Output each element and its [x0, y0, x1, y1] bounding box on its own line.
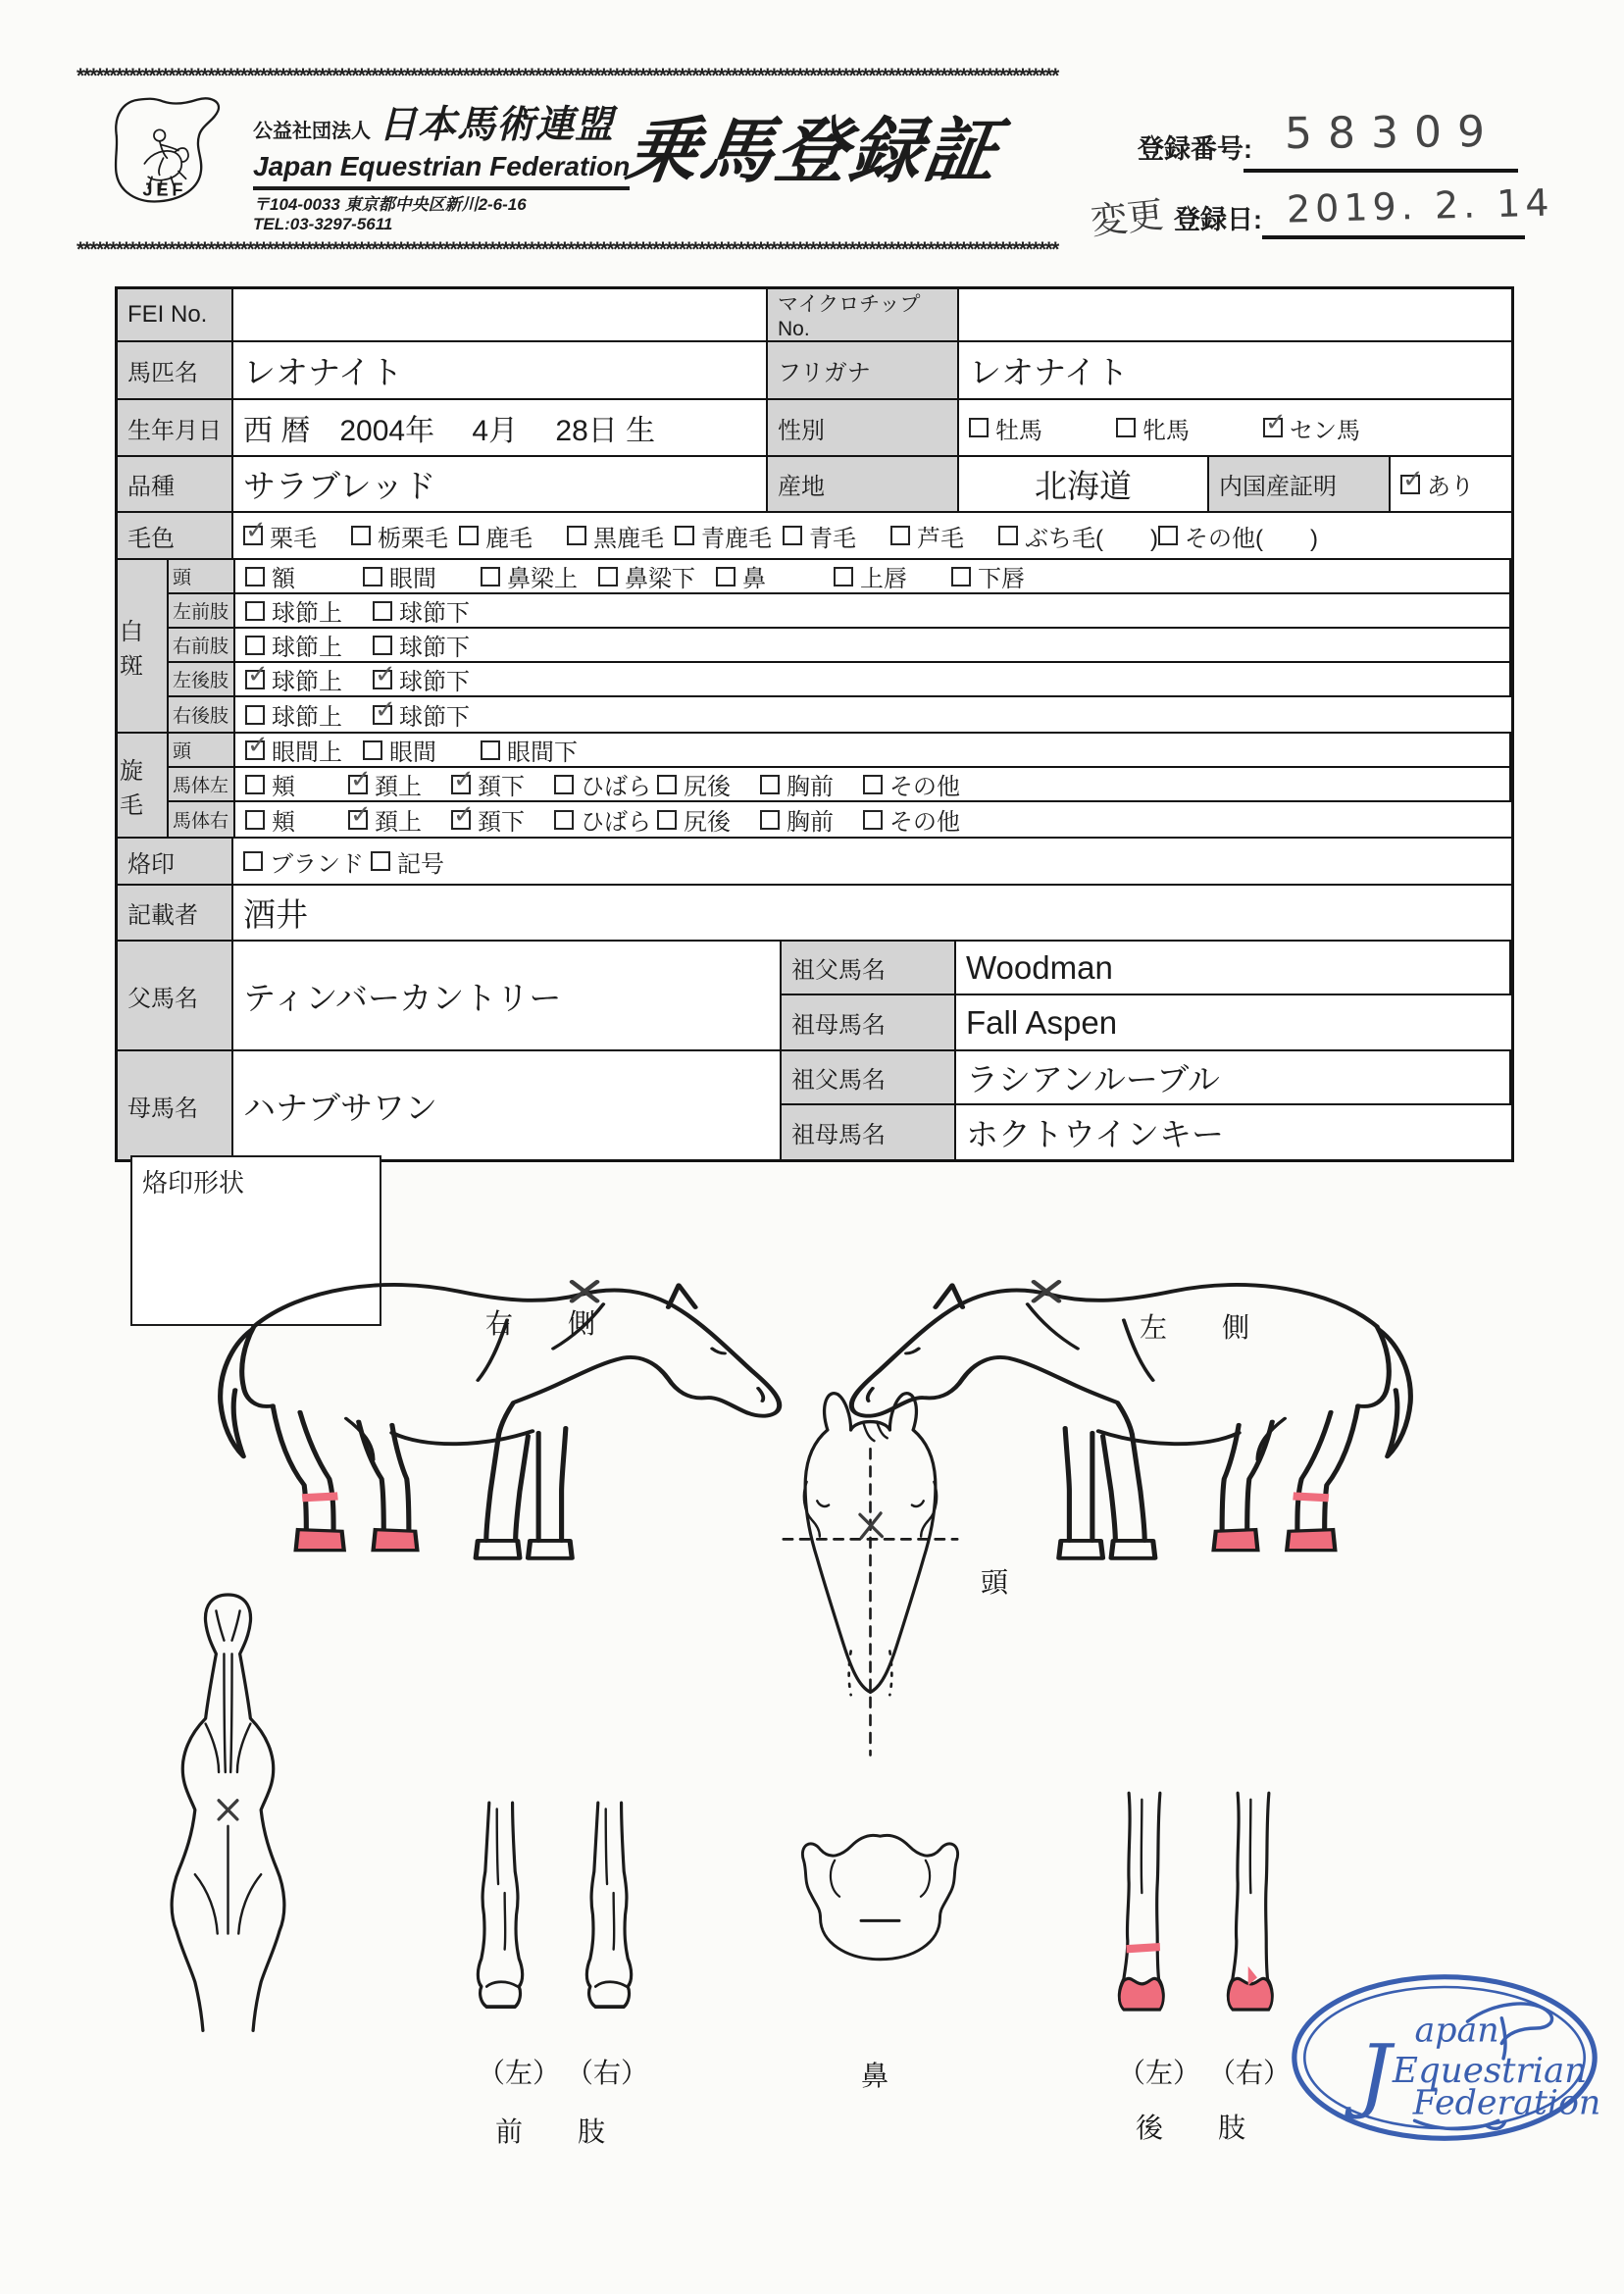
checkbox-option[interactable]	[459, 519, 567, 553]
wm-left-hind-label: 左後肢	[169, 663, 235, 697]
checkbox-label: 芦毛	[917, 525, 964, 552]
front-legs-diagram	[466, 1797, 647, 2022]
row-fei	[118, 289, 1511, 340]
checkbox-option[interactable]	[245, 802, 348, 837]
checkbox-label: 鼻梁下	[625, 566, 695, 592]
checkbox-label: セン馬	[1290, 417, 1360, 444]
whorl-body-left-label: 馬体左	[169, 768, 235, 802]
fei-label: FEI No.	[118, 289, 233, 340]
checkbox-unchecked[interactable]	[1116, 418, 1136, 437]
fei-value	[233, 289, 768, 340]
checkbox-option[interactable]	[243, 844, 371, 879]
row-birth-sex	[118, 398, 1511, 455]
horse-name-value: レオナイト	[233, 342, 768, 398]
coat-label: 毛色	[118, 513, 233, 558]
checkbox-option[interactable]	[657, 768, 760, 801]
dam-granddam-value: ホクトウインキー	[966, 1116, 1225, 1152]
row-coat-color	[118, 511, 1511, 558]
checkbox-option[interactable]	[716, 560, 834, 593]
org-name: 日本馬術連盟	[379, 104, 615, 146]
sex-options	[959, 400, 1511, 455]
checkbox-unchecked[interactable]	[716, 567, 736, 586]
whorl-body-right-label: 馬体右	[169, 802, 235, 837]
checkbox-option[interactable]	[373, 697, 500, 732]
checkbox-label: 球節上	[272, 635, 342, 661]
checkbox-label: 上唇	[860, 566, 907, 592]
registration-number-value: 58309	[1284, 107, 1501, 159]
whorl-body-left-options	[235, 768, 1511, 802]
checkbox-checked[interactable]	[245, 740, 265, 760]
furigana-value: レオナイト	[969, 354, 1129, 390]
checkbox-option[interactable]	[245, 734, 363, 767]
checkbox-checked[interactable]	[348, 775, 368, 794]
checkbox-unchecked[interactable]	[951, 567, 971, 586]
stamp-j: J	[1358, 2027, 1392, 2122]
checkbox-option[interactable]	[245, 663, 373, 696]
org-prefix: 公益社団法人	[253, 121, 371, 142]
sex-label: 性別	[768, 400, 959, 455]
checkbox-label: 牝馬	[1142, 417, 1190, 444]
org-name-en: Japan Equestrian Federation	[253, 151, 630, 190]
checkbox-option[interactable]	[783, 519, 890, 553]
wm-right-hind-options	[235, 697, 1511, 732]
checkbox-checked[interactable]	[373, 670, 392, 689]
checkbox-checked[interactable]	[243, 526, 263, 545]
checkbox-option[interactable]	[554, 802, 657, 837]
stamp-line1: apan	[1414, 2011, 1499, 2051]
checkbox-option[interactable]	[657, 802, 760, 837]
checkbox-label: 球節上	[272, 600, 342, 627]
checkbox-unchecked[interactable]	[243, 851, 263, 871]
brand-shape-label: 烙印形状	[142, 1168, 245, 1198]
recorder-label: 記載者	[118, 886, 233, 940]
white-markings-label: 白斑	[118, 560, 169, 732]
checkbox-unchecked[interactable]	[657, 810, 677, 830]
checkbox-label: ぶち毛( )	[1025, 525, 1158, 552]
checkbox-unchecked[interactable]	[554, 810, 574, 830]
hind-limbs-label: 後 肢	[1136, 2113, 1246, 2143]
wm-left-fore-options	[235, 594, 1511, 629]
checkbox-label: 頬	[272, 774, 295, 800]
checkbox-unchecked[interactable]	[760, 810, 780, 830]
checkbox-option[interactable]	[243, 519, 351, 553]
birth-label: 生年月日	[118, 400, 233, 455]
checkbox-unchecked[interactable]	[245, 567, 265, 586]
brand-options	[233, 839, 1511, 884]
wm-right-fore-label: 右前肢	[169, 629, 235, 663]
checkbox-label: 栃栗毛	[378, 525, 448, 552]
horse-info-table	[115, 286, 1514, 1162]
checkbox-unchecked[interactable]	[351, 526, 371, 545]
wm-left-fore-label: 左前肢	[169, 594, 235, 629]
checkbox-label: 黒鹿毛	[593, 525, 664, 552]
nose-diagram	[785, 1819, 976, 1976]
checkbox-option[interactable]	[348, 768, 451, 801]
checkbox-label: その他( )	[1184, 525, 1318, 552]
checkbox-label: 鼻梁上	[507, 566, 578, 592]
sire-granddam-value: Fall Aspen	[966, 1003, 1118, 1041]
hind-right-leg-label: （右）	[1208, 2058, 1292, 2088]
checkbox-checked[interactable]	[373, 705, 392, 725]
checkbox-checked[interactable]	[245, 670, 265, 689]
checkbox-label: 球節下	[399, 635, 470, 661]
checkbox-unchecked[interactable]	[567, 526, 586, 545]
checkbox-checked[interactable]	[348, 810, 368, 830]
checkbox-unchecked[interactable]	[863, 775, 883, 794]
group-white-markings	[118, 558, 1511, 732]
horse-head-front-diagram	[760, 1378, 981, 1760]
checkbox-option[interactable]	[969, 411, 1116, 445]
checkbox-option[interactable]	[373, 594, 500, 628]
checkbox-option[interactable]	[481, 734, 598, 767]
checkbox-label: 頚下	[478, 809, 525, 836]
wm-head-options	[235, 560, 1511, 594]
sire-label: 父馬名	[118, 942, 233, 1049]
checkbox-label: 頚上	[375, 774, 422, 800]
row-breed-origin	[118, 455, 1511, 511]
checkbox-unchecked[interactable]	[890, 526, 910, 545]
checkbox-checked[interactable]	[1400, 475, 1420, 494]
checkbox-checked[interactable]	[451, 810, 471, 830]
checkbox-label: 球節下	[399, 600, 470, 627]
whorls-label: 旋毛	[118, 734, 169, 837]
horse-name-label: 馬匹名	[118, 342, 233, 398]
checkbox-label: 頬	[272, 809, 295, 836]
checkbox-label: 栗毛	[270, 525, 317, 552]
stamp-line3: Federation	[1412, 2083, 1601, 2123]
checkbox-label: 球節上	[272, 669, 342, 695]
row-sire	[118, 940, 1511, 1049]
breed-value: サラブレッド	[233, 457, 768, 511]
checkbox-option[interactable]	[451, 768, 554, 801]
checkbox-option[interactable]	[451, 802, 554, 837]
checkbox-unchecked[interactable]	[245, 705, 265, 725]
checkbox-unchecked[interactable]	[371, 851, 390, 871]
checkbox-option[interactable]	[245, 594, 373, 628]
checkbox-label: その他	[889, 774, 960, 800]
checkbox-unchecked[interactable]	[245, 810, 265, 830]
whorl-head-options	[235, 734, 1511, 768]
checkbox-label: 青毛	[809, 525, 856, 552]
checkbox-label: 鹿毛	[485, 525, 533, 552]
domestic-cert-label: 内国産証明	[1209, 457, 1391, 511]
checkbox-option[interactable]	[1400, 467, 1474, 501]
checkbox-unchecked[interactable]	[675, 526, 694, 545]
checkbox-label: 眼間	[389, 566, 436, 592]
checkbox-option[interactable]	[675, 519, 783, 553]
checkbox-unchecked[interactable]	[373, 601, 392, 621]
checkbox-label: 下唇	[978, 566, 1025, 592]
checkbox-unchecked[interactable]	[783, 526, 802, 545]
checkbox-option[interactable]	[1158, 519, 1318, 553]
checkbox-option[interactable]	[351, 519, 459, 553]
checkbox-label: 額	[272, 566, 295, 592]
row-recorder	[118, 884, 1511, 940]
breed-label: 品種	[118, 457, 233, 511]
checkbox-option[interactable]	[1116, 411, 1263, 445]
checkbox-unchecked[interactable]	[657, 775, 677, 794]
checkbox-label: あり	[1427, 474, 1474, 500]
group-whorls	[118, 732, 1511, 837]
checkbox-label: 青鹿毛	[701, 525, 772, 552]
checkbox-unchecked[interactable]	[760, 775, 780, 794]
checkbox-option[interactable]	[863, 802, 966, 837]
checkbox-label: 尻後	[684, 809, 731, 836]
checkbox-label: 眼間下	[507, 739, 578, 766]
whorl-body-right-options	[235, 802, 1511, 837]
checkbox-label: 頚下	[478, 774, 525, 800]
front-limbs-label: 前 肢	[495, 2116, 606, 2147]
registration-number-underline	[1243, 169, 1518, 173]
checkbox-label: 球節下	[399, 669, 470, 695]
whorl-head-label: 頭	[169, 734, 235, 768]
checkbox-option[interactable]	[373, 663, 500, 696]
horse-top-view-diagram	[142, 1584, 314, 2055]
separator-mid: ******************************************************************************************************************************************************	[76, 238, 1058, 261]
checkbox-option[interactable]	[890, 519, 998, 553]
sire-granddam-label: 祖母馬名	[782, 995, 956, 1049]
wm-left-hind-options	[235, 663, 1511, 697]
checkbox-option[interactable]	[348, 802, 451, 837]
horse-right-side-diagram	[191, 1228, 819, 1561]
left-side-label: 左 側	[1140, 1312, 1250, 1343]
dam-label: 母馬名	[118, 1051, 233, 1159]
change-annotation: 変更	[1089, 193, 1166, 243]
checkbox-option[interactable]	[834, 560, 951, 593]
domestic-cert-options	[1391, 457, 1511, 511]
sire-grandsire-value: Woodman	[956, 942, 1511, 995]
hind-legs-diagram	[1108, 1787, 1290, 2027]
registration-number-label: 登録番号:	[1138, 134, 1252, 164]
checkbox-unchecked[interactable]	[998, 526, 1018, 545]
checkbox-label: その他	[889, 809, 960, 836]
origin-label: 産地	[768, 457, 959, 511]
dam-grandsire-label: 祖父馬名	[782, 1051, 956, 1105]
checkbox-option[interactable]	[554, 768, 657, 801]
sire-value: ティンバーカントリー	[233, 942, 782, 1049]
checkbox-unchecked[interactable]	[554, 775, 574, 794]
checkbox-label: 尻後	[684, 774, 731, 800]
checkbox-checked[interactable]	[1263, 418, 1283, 437]
checkbox-label: 頚上	[375, 809, 422, 836]
checkbox-unchecked[interactable]	[863, 810, 883, 830]
checkbox-label: ひばら	[581, 774, 651, 800]
org-tel: TEL:03-3297-5611	[253, 215, 393, 234]
checkbox-unchecked[interactable]	[459, 526, 479, 545]
nose-label: 鼻	[861, 2061, 889, 2091]
checkbox-option[interactable]	[245, 768, 348, 801]
stamp-line2: Equestrian	[1392, 2051, 1588, 2091]
sire-grandsire-label: 祖父馬名	[782, 942, 956, 995]
checkbox-unchecked[interactable]	[969, 418, 989, 437]
checkbox-unchecked[interactable]	[245, 601, 265, 621]
checkbox-option[interactable]	[760, 802, 863, 837]
checkbox-option[interactable]	[998, 519, 1158, 553]
checkbox-option[interactable]	[245, 697, 373, 732]
separator-top: ******************************************************************************************************************************************************	[76, 65, 1058, 87]
checkbox-option[interactable]	[567, 519, 675, 553]
checkbox-label: 記号	[397, 850, 444, 878]
checkbox-unchecked[interactable]	[245, 636, 265, 655]
microchip-label: マイクロチップNo.	[768, 289, 959, 340]
jef-stamp	[1287, 1969, 1602, 2146]
checkbox-option[interactable]	[363, 734, 481, 767]
right-side-label: 右 側	[485, 1308, 596, 1339]
row-name	[118, 340, 1511, 398]
wm-head-label: 頭	[169, 560, 235, 594]
brand-label: 烙印	[118, 839, 233, 884]
checkbox-option[interactable]	[951, 560, 1069, 593]
checkbox-label: 眼間	[389, 739, 436, 766]
wm-right-fore-options	[235, 629, 1511, 663]
checkbox-option[interactable]	[760, 768, 863, 801]
checkbox-label: ひばら	[581, 809, 651, 836]
checkbox-label: 鼻	[742, 566, 766, 592]
hind-left-leg-label: （左）	[1118, 2058, 1201, 2088]
registration-date-label: 登録日:	[1174, 205, 1262, 234]
checkbox-option[interactable]	[863, 768, 966, 801]
jef-logo-text: JEF	[142, 178, 187, 200]
checkbox-unchecked[interactable]	[363, 740, 382, 760]
checkbox-unchecked[interactable]	[1158, 526, 1178, 545]
row-brand	[118, 837, 1511, 884]
checkbox-unchecked[interactable]	[481, 567, 500, 586]
checkbox-label: 胸前	[787, 774, 834, 800]
dam-grandsire-value: ラシアンルーブル	[956, 1051, 1511, 1105]
microchip-value	[959, 289, 1511, 340]
checkbox-label: ブランド	[270, 850, 364, 878]
row-dam	[118, 1049, 1511, 1159]
checkbox-unchecked[interactable]	[373, 636, 392, 655]
org-address: 〒104-0033 東京都中央区新川2-6-16	[253, 195, 527, 214]
recorder-value: 酒井	[243, 896, 308, 933]
checkbox-label: 球節下	[399, 704, 470, 731]
checkbox-label: 眼間上	[272, 739, 342, 766]
wm-right-hind-label: 右後肢	[169, 697, 235, 732]
organization-block	[253, 94, 630, 235]
checkbox-unchecked[interactable]	[481, 740, 500, 760]
head-label: 頭	[981, 1567, 1009, 1598]
checkbox-unchecked[interactable]	[598, 567, 618, 586]
checkbox-option[interactable]	[363, 560, 481, 593]
document-title: 乗馬登録証	[621, 112, 1005, 191]
checkbox-checked[interactable]	[451, 775, 471, 794]
checkbox-option[interactable]	[598, 560, 716, 593]
checkbox-label: 球節上	[272, 704, 342, 731]
checkbox-label: 胸前	[787, 809, 834, 836]
checkbox-unchecked[interactable]	[834, 567, 853, 586]
checkbox-option[interactable]	[373, 629, 500, 662]
checkbox-label: 牡馬	[995, 417, 1042, 444]
front-right-leg-label: （右）	[566, 2058, 649, 2088]
birth-value: 西 暦 2004年 4月 28日 生	[233, 400, 768, 455]
coat-options	[233, 513, 1511, 558]
checkbox-option[interactable]	[245, 629, 373, 662]
checkbox-option[interactable]	[1263, 411, 1410, 445]
registration-date-value: 2019. 2. 14	[1286, 180, 1555, 231]
dam-granddam-label: 祖母馬名	[782, 1105, 956, 1159]
checkbox-unchecked[interactable]	[363, 567, 382, 586]
checkbox-option[interactable]	[371, 844, 498, 879]
checkbox-option[interactable]	[481, 560, 598, 593]
jef-logo	[83, 90, 245, 208]
front-left-leg-label: （左）	[478, 2058, 561, 2088]
furigana-label: フリガナ	[768, 342, 959, 398]
checkbox-unchecked[interactable]	[245, 775, 265, 794]
dam-value: ハナブサワン	[233, 1051, 782, 1159]
checkbox-option[interactable]	[245, 560, 363, 593]
origin-value: 北海道	[959, 457, 1209, 511]
